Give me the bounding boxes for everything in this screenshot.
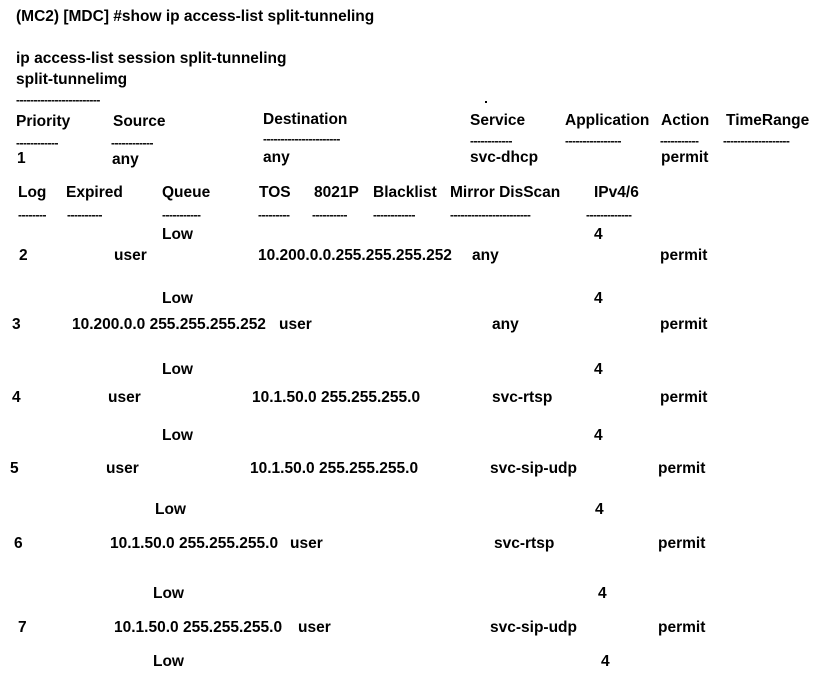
row-1-action: permit xyxy=(661,149,709,166)
dash-ipv46: ------------- xyxy=(586,210,632,220)
row-7-ipv46-b: 4 xyxy=(601,653,610,670)
row-1-source: any xyxy=(112,151,139,168)
row-3-service: any xyxy=(492,316,519,333)
dash-tos: --------- xyxy=(258,210,290,220)
header-destination: Destination xyxy=(263,111,348,128)
row-7-ipv46-a: 4 xyxy=(598,585,607,602)
row-7-queue-a: Low xyxy=(153,585,184,602)
row-2-service: any xyxy=(472,247,499,264)
dash-service: ------------ xyxy=(470,136,512,146)
row-7-action: permit xyxy=(658,619,706,636)
dash-log: -------- xyxy=(18,210,46,220)
row-5-destination: 10.1.50.0 255.255.255.0 xyxy=(250,460,419,477)
header-source: Source xyxy=(113,113,166,130)
header-action: Action xyxy=(661,112,710,129)
row-4-destination: 10.1.50.0 255.255.255.0 xyxy=(252,389,421,406)
header-blacklist: Blacklist xyxy=(373,184,437,201)
row-7-service: svc-sip-udp xyxy=(490,619,577,636)
row-3-priority: 3 xyxy=(12,316,21,333)
row-5-service: svc-sip-udp xyxy=(490,460,577,477)
row-7-priority: 7 xyxy=(18,619,27,636)
row-4-ipv46: 4 xyxy=(594,361,603,378)
header-log: Log xyxy=(18,184,47,201)
row-4-source: user xyxy=(108,389,141,406)
dash-application: ---------------- xyxy=(565,136,621,146)
row-6-source: 10.1.50.0 255.255.255.0 xyxy=(110,535,279,552)
header-application: Application xyxy=(565,112,650,129)
header-timerange: TimeRange xyxy=(726,112,810,129)
stray-dot xyxy=(485,101,487,103)
row-2-priority: 2 xyxy=(19,247,28,264)
acl-name: split-tunnelimg xyxy=(16,71,128,88)
row-6-priority: 6 xyxy=(14,535,23,552)
row-4-service: svc-rtsp xyxy=(492,389,553,406)
row-1-service: svc-dhcp xyxy=(470,149,539,166)
row-2-source: user xyxy=(114,247,147,264)
row-3-ipv46: 4 xyxy=(594,290,603,307)
row-3-source: 10.200.0.0 255.255.255.252 xyxy=(72,316,266,333)
row-3-action: permit xyxy=(660,316,708,333)
row-6-destination: user xyxy=(290,535,323,552)
dash-queue: ----------- xyxy=(162,210,201,220)
row-7-destination: user xyxy=(298,619,331,636)
row-5-ipv46: 4 xyxy=(594,427,603,444)
dash-destination: ---------------------- xyxy=(263,134,340,144)
dash-priority: ------------ xyxy=(16,138,58,148)
row-6-service: svc-rtsp xyxy=(494,535,555,552)
row-7-source: 10.1.50.0 255.255.255.0 xyxy=(114,619,283,636)
header-expired: Expired xyxy=(66,184,123,201)
dash-expired: ---------- xyxy=(67,210,102,220)
acl-title: ip access-list session split-tunneling xyxy=(16,50,287,67)
header-mirror-disscan: Mirror DisScan xyxy=(450,184,561,201)
row-4-action: permit xyxy=(660,389,708,406)
row-1-destination: any xyxy=(263,149,290,166)
row-6-ipv46: 4 xyxy=(595,501,604,518)
header-priority: Priority xyxy=(16,113,71,130)
row-6-queue: Low xyxy=(155,501,186,518)
row-2-action: permit xyxy=(660,247,708,264)
row-3-destination: user xyxy=(279,316,312,333)
acl-name-underline: ------------------------ xyxy=(16,95,100,105)
row-5-action: permit xyxy=(658,460,706,477)
row-6-action: permit xyxy=(658,535,706,552)
row-5-source: user xyxy=(106,460,139,477)
header-8021p: 8021P xyxy=(314,184,359,201)
row-1-priority: 1 xyxy=(17,150,26,167)
dash-8021p: ---------- xyxy=(312,210,347,220)
row-2-destination: 10.200.0.0.255.255.255.252 xyxy=(258,247,452,264)
row-4-priority: 4 xyxy=(12,389,21,406)
row-2-ipv46: 4 xyxy=(594,226,603,243)
row-2-queue: Low xyxy=(162,226,193,243)
row-5-priority: 5 xyxy=(10,460,19,477)
row-5-queue: Low xyxy=(162,427,193,444)
header-ipv46: IPv4/6 xyxy=(594,184,639,201)
dash-action: ----------- xyxy=(660,136,699,146)
row-3-queue: Low xyxy=(162,290,193,307)
dash-timerange: ------------------- xyxy=(723,136,790,146)
row-4-queue: Low xyxy=(162,361,193,378)
header-service: Service xyxy=(470,112,526,129)
header-tos: TOS xyxy=(259,184,291,201)
dash-mirror-disscan: ----------------------- xyxy=(450,210,531,220)
row-7-queue-b: Low xyxy=(153,653,184,670)
dash-source: ------------ xyxy=(111,138,153,148)
command-prompt: (MC2) [MDC] #show ip access-list split-tunneling xyxy=(16,8,375,25)
header-queue: Queue xyxy=(162,184,211,201)
dash-blacklist: ------------ xyxy=(373,210,415,220)
